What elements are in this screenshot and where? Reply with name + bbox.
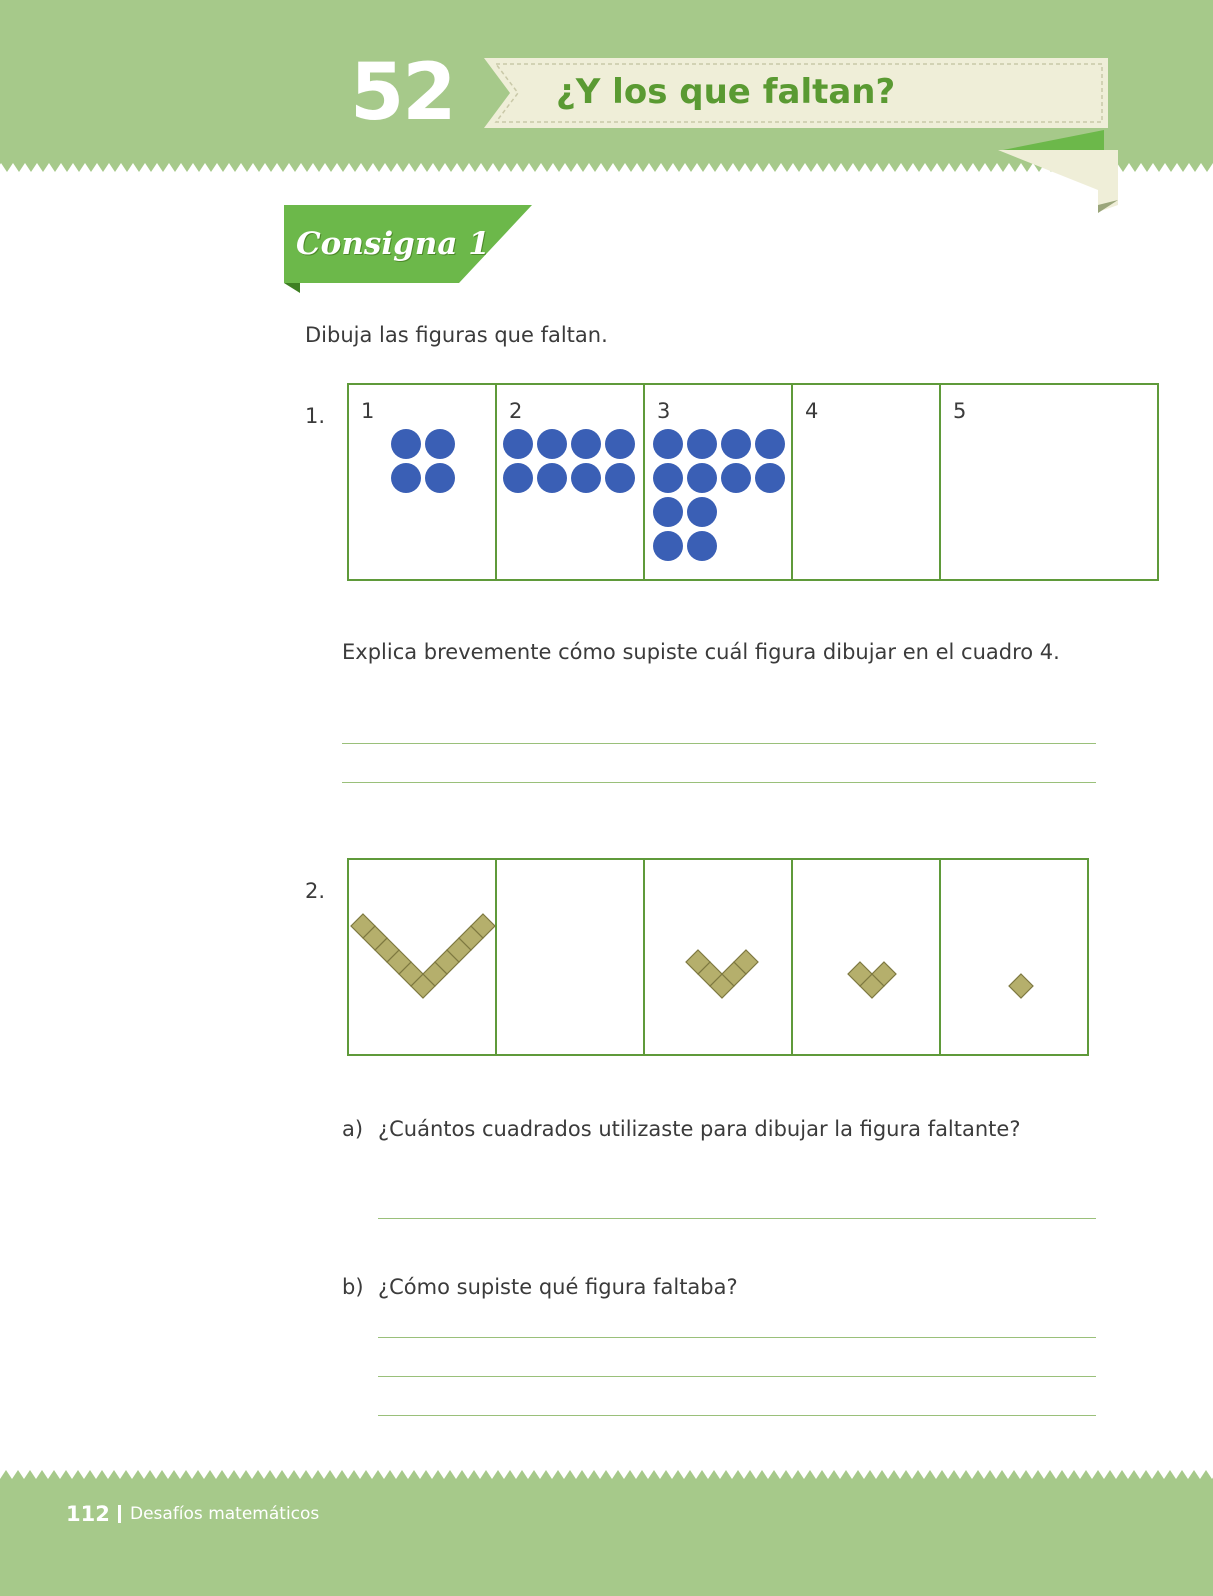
exercise-1-question: Explica brevemente cómo supiste cuál figura dibujar en el cuadro 4.	[342, 640, 1060, 664]
exercise-1-label: 1.	[305, 404, 326, 428]
page-title: ¿Y los que faltan?	[556, 72, 896, 112]
footer-band	[0, 1470, 1213, 1596]
answer-line[interactable]	[378, 1218, 1096, 1219]
answer-line[interactable]	[378, 1415, 1096, 1416]
footer-separator	[118, 1505, 121, 1523]
cell-number: 3	[657, 399, 671, 423]
lesson-number: 52	[350, 48, 455, 138]
question-a-letter: a)	[342, 1117, 364, 1141]
cell-number: 1	[361, 399, 375, 423]
instructions-text: Dibuja las figuras que faltan.	[305, 323, 608, 347]
question-b-letter: b)	[342, 1275, 364, 1299]
consigna-label: Consigna 1	[296, 226, 490, 262]
page-number: 112	[66, 1502, 110, 1526]
cell-number: 2	[509, 399, 523, 423]
book-title: Desafíos matemáticos	[130, 1504, 320, 1524]
square	[1009, 974, 1033, 998]
question-a-text: ¿Cuántos cuadrados utilizaste para dibujar la figura faltante?	[378, 1117, 1021, 1141]
answer-line[interactable]	[378, 1376, 1096, 1377]
cell-number: 4	[805, 399, 819, 423]
exercise-2-label: 2.	[305, 879, 326, 903]
answer-line[interactable]	[378, 1337, 1096, 1338]
question-b-text: ¿Cómo supiste qué figura faltaba?	[378, 1275, 738, 1299]
cell-number: 5	[953, 399, 967, 423]
